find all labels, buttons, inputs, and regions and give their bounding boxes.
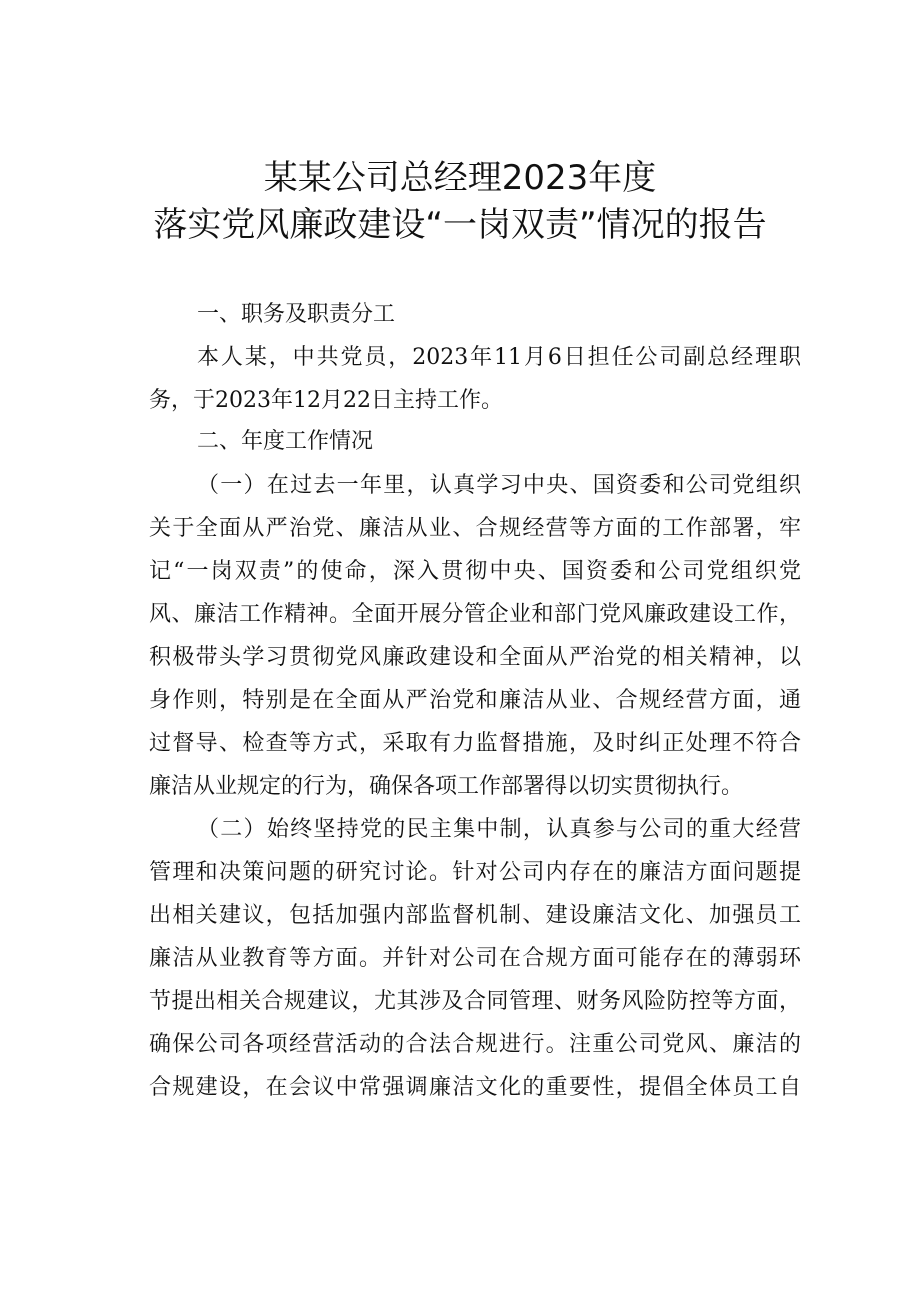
paragraph-line: 务，于2023年12月22日主持工作。 xyxy=(149,388,503,413)
paragraph-line: 积极带头学习贯彻党风廉政建设和全面从严治党的相关精神，以 xyxy=(149,645,801,670)
section-1-heading: 一、职务及职责分工 xyxy=(197,302,396,327)
paragraph-line: （一）在过去一年里，认真学习中央、国资委和公司党组织 xyxy=(197,473,801,498)
paragraph-line: 廉洁从业教育等方面。并针对公司在合规方面可能存在的薄弱环 xyxy=(149,946,801,971)
paragraph-line: （二）始终坚持党的民主集中制，认真参与公司的重大经营 xyxy=(197,817,801,842)
paragraph-line: 过督导、检查等方式，采取有力监督措施，及时纠正处理不符合 xyxy=(149,731,801,756)
paragraph-line: 确保公司各项经营活动的合法合规进行。注重公司党风、廉洁的 xyxy=(149,1032,801,1057)
paragraph-line: 记“一岗双责”的使命，深入贯彻中央、国资委和公司党组织党 xyxy=(149,559,801,584)
paragraph-line: 廉洁从业规定的行为，确保各项工作部署得以切实贯彻执行。 xyxy=(149,774,744,799)
document-title-line-2: 落实党风廉政建设“一岗双责”情况的报告 xyxy=(153,205,767,245)
paragraph-line: 节提出相关合规建议，尤其涉及合同管理、财务风险防控等方面， xyxy=(149,989,801,1014)
paragraph-line: 身作则，特别是在全面从严治党和廉洁从业、合规经营方面，通 xyxy=(149,688,801,713)
section-2-heading: 二、年度工作情况 xyxy=(197,429,374,454)
paragraph-line: 关于全面从严治党、廉洁从业、合规经营等方面的工作部署，牢 xyxy=(149,516,801,541)
paragraph-line: 合规建设，在会议中常强调廉洁文化的重要性，提倡全体员工自 xyxy=(149,1075,801,1100)
paragraph-line: 风、廉洁工作精神。全面开展分管企业和部门党风廉政建设工作， xyxy=(149,602,801,627)
paragraph-line: 出相关建议，包括加强内部监督机制、建设廉洁文化、加强员工 xyxy=(149,903,801,928)
paragraph-line: 本人某，中共党员，2023年11月6日担任公司副总经理职 xyxy=(197,345,801,370)
document-title-line-1: 某某公司总经理2023年度 xyxy=(263,158,657,198)
paragraph-line: 管理和决策问题的研究讨论。针对公司内存在的廉洁方面问题提 xyxy=(149,860,801,885)
